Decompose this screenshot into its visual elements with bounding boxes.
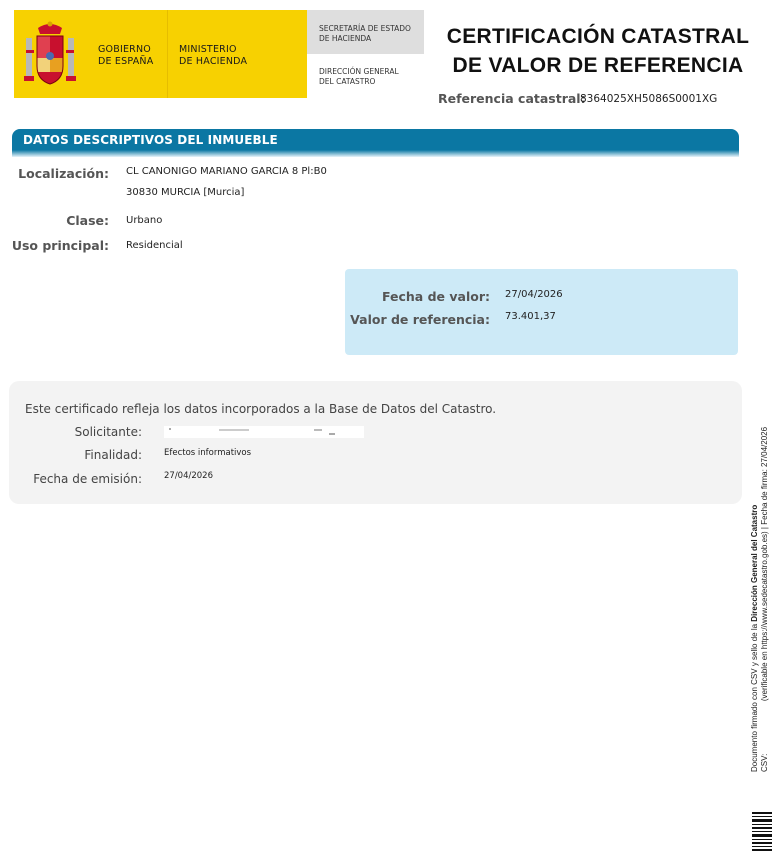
finalidad-value: Efectos informativos <box>164 448 252 458</box>
uso-principal-value: Residencial <box>126 240 183 251</box>
fecha-emision-label: Fecha de emisión: <box>33 472 142 486</box>
section-title: DATOS DESCRIPTIVOS DEL INMUEBLE <box>23 133 278 147</box>
coat-of-arms-icon <box>24 20 76 88</box>
localizacion-line-1: CL CANONIGO MARIANO GARCIA 8 Pl:B0 <box>126 166 327 177</box>
signature-line-1 <box>750 342 760 772</box>
uso-principal-label: Uso principal: <box>11 238 109 253</box>
signature-line-1-a: Documento firmado con CSV y sello de la <box>750 623 759 772</box>
signature-line-2-a: CSV: <box>760 753 769 772</box>
ministerio-text <box>179 44 247 68</box>
csv-signature-text <box>750 342 778 772</box>
solicitante-label: Solicitante: <box>74 425 142 439</box>
fecha-valor-label: Fecha de valor: <box>381 289 490 304</box>
signature-line-2-b: (verificable en https://www.sedecatastro.gob.es) <box>760 531 769 702</box>
section-header <box>12 129 739 157</box>
certificate-statement: Este certificado refleja los datos incorporados a la Base de Datos del Catastro. <box>25 402 497 416</box>
localizacion-line-2: 30830 MURCIA [Murcia] <box>126 187 245 198</box>
solicitante-redacted <box>164 426 364 438</box>
signature-line-1-b: Dirección General del Catastro <box>750 504 759 622</box>
ref-catastral-value: 8364025XH5086S0001XG <box>580 93 718 105</box>
section-header-gradient <box>12 150 739 157</box>
direccion-general-text <box>319 67 399 87</box>
certificate-info-box <box>9 381 742 504</box>
secretaria-line-2: DE HACIENDA <box>319 34 372 43</box>
direccion-line-2: DEL CATASTRO <box>319 77 376 86</box>
secretaria-text <box>319 24 411 44</box>
secretaria-box <box>307 10 424 54</box>
logo-divider <box>167 10 168 98</box>
ministerio-line-2: DE HACIENDA <box>179 56 248 67</box>
title-line-2: DE VALOR DE REFERENCIA <box>452 54 744 77</box>
fecha-emision-value: 27/04/2026 <box>164 471 213 481</box>
clase-value: Urbano <box>126 215 163 226</box>
signature-line-2-c: | Fecha de firma: 27/04/2026 <box>760 426 769 530</box>
valor-referencia-label: Valor de referencia: <box>350 312 490 327</box>
gobierno-line-2: DE ESPAÑA <box>98 56 154 67</box>
clase-label: Clase: <box>66 213 109 228</box>
gobierno-text <box>98 44 153 68</box>
localizacion-label: Localización: <box>18 166 109 181</box>
direccion-line-1: DIRECCIÓN GENERAL <box>319 67 399 76</box>
valor-referencia-value: 73.401,37 <box>505 311 556 322</box>
barcode-icon <box>752 812 772 852</box>
valor-referencia-box <box>345 269 738 355</box>
document-title <box>432 22 764 80</box>
fecha-valor-value: 27/04/2026 <box>505 289 563 300</box>
finalidad-label: Finalidad: <box>84 448 142 462</box>
ref-catastral-label: Referencia catastral: <box>438 91 586 106</box>
title-line-1: CERTIFICACIÓN CATASTRAL <box>446 25 750 48</box>
secretaria-line-1: SECRETARÍA DE ESTADO <box>319 24 411 33</box>
signature-line-2 <box>760 342 770 772</box>
government-logo <box>14 10 307 98</box>
ministerio-line-1: MINISTERIO <box>179 44 237 55</box>
gobierno-line-1: GOBIERNO <box>98 44 151 55</box>
